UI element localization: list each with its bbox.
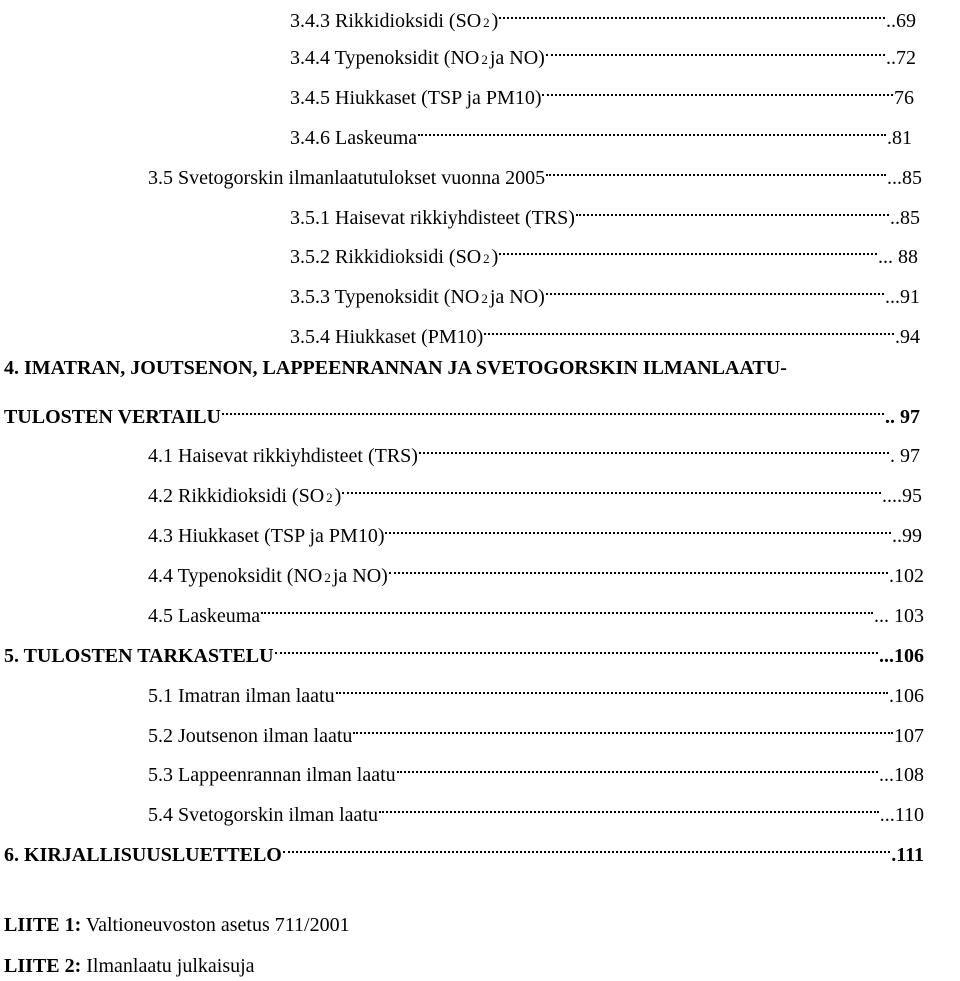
toc-entry-page: ... 103 [874, 605, 924, 627]
toc-entry-4-1 [148, 432, 920, 467]
toc-entry-page: ...91 [885, 286, 920, 308]
dot-leader [484, 313, 894, 343]
toc-entry-title: 3.4.3 Rikkidioksidi (SO [290, 10, 482, 32]
appendix-2 [4, 951, 255, 981]
appendix-label: LIITE 2: [4, 955, 82, 977]
toc-entry-3-5 [148, 154, 922, 189]
toc-entry-5-4 [148, 791, 924, 826]
toc-entry-page: ..69 [886, 10, 916, 32]
toc-entry-page: ...85 [887, 167, 922, 189]
toc-entry-title-tail: ) [491, 246, 499, 268]
dot-leader [546, 34, 885, 64]
toc-entry-3-4-6 [290, 114, 912, 149]
toc-entry-4-3 [148, 512, 922, 547]
dot-leader [222, 393, 884, 423]
appendix-text: Ilmanlaatu julkaisuja [81, 955, 255, 977]
toc-entry-page: ..85 [890, 207, 920, 229]
toc-entry-page: . 97 [890, 445, 920, 467]
toc-entry-page: 76 [894, 87, 914, 109]
toc-entry-title-tail: ja NO) [332, 565, 388, 587]
toc-entry-title-tail: ) [491, 10, 499, 32]
toc-entry-page: .94 [895, 326, 920, 348]
toc-entry-page: ..72 [886, 47, 916, 69]
toc-entry-title: 5.1 Imatran ilman laatu [148, 685, 335, 707]
toc-entry-4-4: 4.4 Typenoksidit (NO 2 ja NO) .102 [148, 552, 924, 582]
toc-entry-title: 4.2 Rikkidioksidi (SO [148, 485, 325, 507]
toc-entry-5-2 [148, 712, 924, 747]
dot-leader [283, 831, 890, 861]
toc-entry-title: 3.5.1 Haisevat rikkiyhdisteet (TRS) [290, 207, 575, 229]
dot-leader [499, 0, 885, 27]
toc-entry-title: TULOSTEN VERTAILU [4, 406, 221, 428]
toc-entry-3-4-4: 3.4.4 Typenoksidit (NO 2 ja NO) ..72 [290, 34, 916, 64]
toc-entry-title: 5.3 Lappeenrannan ilman laatu [148, 764, 396, 786]
dot-leader [379, 791, 879, 821]
dot-leader [542, 74, 893, 104]
toc-entry-title-tail: ) [334, 485, 342, 507]
toc-entry-page: ...110 [879, 804, 924, 826]
toc-entry-page: ...106 [879, 645, 924, 667]
dot-leader [336, 672, 888, 702]
toc-entry-page: .106 [889, 685, 924, 707]
toc-entry-page: .102 [889, 565, 924, 587]
toc-entry-title: 5.2 Joutsenon ilman laatu [148, 725, 353, 747]
toc-entry-5-1 [148, 672, 924, 707]
toc-entry-title: 4.3 Hiukkaset (TSP ja PM10) [148, 525, 385, 547]
toc-entry-title: 4.1 Haisevat rikkiyhdisteet (TRS) [148, 445, 418, 467]
toc-entry-title: 3.4.5 Hiukkaset (TSP ja PM10) [290, 87, 542, 109]
toc-entry-page: .. 97 [885, 406, 920, 428]
toc-heading-4 [4, 353, 958, 383]
toc-entry-title: 3.4.4 Typenoksidit (NO [290, 47, 480, 69]
toc-entry-title: 3.5.2 Rikkidioksidi (SO [290, 246, 482, 268]
toc-entry-page: 107 [894, 725, 924, 747]
dot-leader [261, 592, 873, 622]
dot-leader [546, 273, 884, 303]
toc-entry-title: 4.4 Typenoksidit (NO [148, 565, 323, 587]
toc-entry-5-3 [148, 751, 924, 786]
dot-leader [389, 552, 888, 582]
appendix-text: Valtioneuvoston asetus 711/2001 [81, 914, 350, 936]
toc-entry-title: 3.5 Svetogorskin ilmanlaatutulokset vuonna 2005 [148, 167, 546, 189]
toc-entry-3-5-1 [290, 194, 920, 229]
toc-entry-title: 4.5 Laskeuma [148, 605, 261, 627]
dot-leader [546, 154, 886, 184]
toc-entry-3-4-3: 3.4.3 Rikkidioksidi (SO 2 ) ..69 [290, 0, 916, 27]
toc-entry-title-tail: ja NO) [489, 286, 545, 308]
toc-entry-3-5-3: 3.5.3 Typenoksidit (NO 2 ja NO) ...91 [290, 273, 920, 303]
dot-leader [397, 751, 878, 781]
toc-entry-3-5-4 [290, 313, 920, 348]
toc-entry-page: .81 [887, 127, 912, 149]
toc-heading-6 [4, 831, 924, 866]
toc-entry-4-2: 4.2 Rikkidioksidi (SO 2 ) ....95 [148, 472, 922, 502]
toc-entry-page: ...108 [879, 764, 924, 786]
dot-leader [418, 114, 886, 144]
toc-heading-4-continued [4, 393, 920, 428]
toc-entry-title: 5.4 Svetogorskin ilman laatu [148, 804, 378, 826]
toc-entry-3-5-2: 3.5.2 Rikkidioksidi (SO 2 ) ... 88 [290, 233, 918, 263]
dot-leader [275, 632, 878, 662]
toc-entry-page: ... 88 [878, 246, 918, 268]
toc-entry-title-tail: ja NO) [489, 47, 545, 69]
dot-leader [342, 472, 881, 502]
dot-leader [419, 432, 889, 462]
toc-entry-4-5 [148, 592, 924, 627]
toc-entry-page: ....95 [882, 485, 922, 507]
toc-entry-title: 6. KIRJALLISUUSLUETTELO [4, 844, 282, 866]
appendix-1 [4, 910, 350, 940]
dot-leader [385, 512, 891, 542]
appendix-label: LIITE 1: [4, 914, 82, 936]
toc-entry-title: 5. TULOSTEN TARKASTELU [4, 645, 274, 667]
toc-entry-3-4-5 [290, 74, 914, 109]
toc-entry-page: .111 [891, 844, 924, 866]
toc-entry-title: 4. IMATRAN, JOUTSENON, LAPPEENRANNAN JA SVETOGORSKIN ILMANLAATU- [4, 357, 787, 379]
toc-entry-page: ..99 [892, 525, 922, 547]
toc-entry-title: 3.5.3 Typenoksidit (NO [290, 286, 480, 308]
dot-leader [576, 194, 889, 224]
toc-heading-5 [4, 632, 924, 667]
toc-entry-title: 3.4.6 Laskeuma [290, 127, 418, 149]
dot-leader [353, 712, 893, 742]
toc-entry-title: 3.5.4 Hiukkaset (PM10) [290, 326, 484, 348]
dot-leader [499, 233, 877, 263]
